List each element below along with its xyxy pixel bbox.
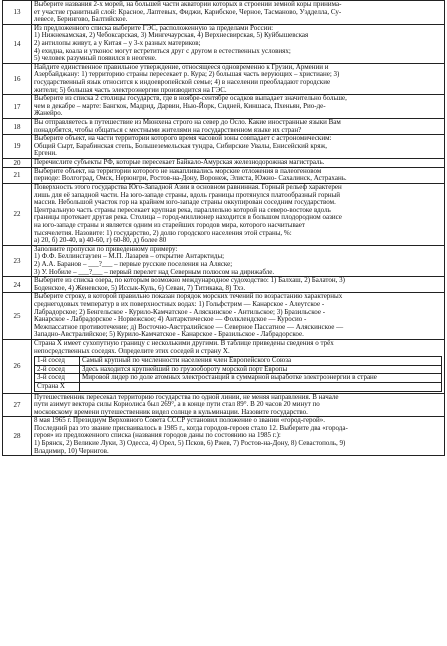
neighbor-description: Здесь находится крупнейший по грузообороту морской порт Европы xyxy=(80,365,442,374)
neighbor-key: 2-й сосед xyxy=(35,365,80,374)
question-row xyxy=(3,95,445,119)
question-line: массив. Небольшой участок гор на крайнем юго-западе страны оккупирован соседним государством. xyxy=(34,198,336,207)
question-number: 13 xyxy=(3,1,32,25)
question-text xyxy=(32,167,445,183)
question-number: 19 xyxy=(3,135,32,159)
question-line: Жанейро. xyxy=(34,109,63,118)
question-line: Выберите из списка озера, по которым возможно международное судоходство: 1) Балхаш, 2) Балатон, 3) xyxy=(34,276,345,285)
question-intro-line: Страна Х имеет сухопутную границу с несколькими другими. В таблице приведены сведения о трёх xyxy=(34,338,334,347)
neighbor-key: 1-й сосед xyxy=(35,357,80,366)
question-row xyxy=(3,118,445,134)
question-text xyxy=(32,245,445,276)
neighbors-row xyxy=(35,374,442,383)
question-line: Центральную часть страны пересекает крупная река, параллельно которой на северо-востоке вдоль xyxy=(34,205,331,214)
question-row xyxy=(3,417,445,456)
question-text xyxy=(32,1,445,25)
question-line: пути азимут вектора силы Кориолиса был 269°, а в конце пути стал 89°. В 20 часов 20 минут по xyxy=(34,400,320,409)
neighbors-table xyxy=(34,356,442,391)
question-row xyxy=(3,277,445,293)
question-line: Заполните пропуски по приведенному примеру: xyxy=(34,244,178,253)
question-line: Из предложенного списка выберите ГЭС, расположенную за пределами России: xyxy=(34,23,274,32)
question-number: 17 xyxy=(3,95,32,119)
question-row xyxy=(3,63,445,94)
question-line: Общий Сырт, Барабинская степь, Большеземельская тундра, Сибирские Увалы, Енисейский кряж, xyxy=(34,141,328,150)
question-line: Выберите объект, на части территории которого время часовой зоны совпадает с астрономическим: xyxy=(34,134,332,143)
question-text xyxy=(32,339,445,393)
question-number: 28 xyxy=(3,417,32,456)
question-number: 14 xyxy=(3,24,32,63)
question-line: понадобятся, чтобы общаться с местными жителями на государственном языке их стран? xyxy=(34,125,302,134)
question-text xyxy=(32,184,445,246)
neighbor-description: Самый крупный по численности населения член Европейского Союза xyxy=(80,357,442,366)
question-line: Западно-Австралийское; 5) Курило-Камчатское - Канарское - Бразильское - Лабрадорское. xyxy=(34,330,304,339)
question-line: на юго-западе страны и является одним из старейших городов мира, которого насчитывает xyxy=(34,221,305,230)
question-text xyxy=(32,118,445,134)
question-line: Азербайджану: 1) территорию страны пересекает р. Кура; 2) большая часть верующих – христиане; 3) xyxy=(34,70,340,79)
neighbor-description: Мировой лидер по доле атомных электростанций в суммарной выработке электроэнергии в стране xyxy=(80,374,442,383)
question-row xyxy=(3,339,445,393)
question-line: жители; 5) большая часть электроэнергии производится на ГЭС. xyxy=(34,85,227,94)
question-line: а) 20, б) 20-40, в) 40-60, г) 60-80, д) более 80 xyxy=(34,236,167,245)
question-number: 22 xyxy=(3,184,32,246)
questions-table xyxy=(2,0,445,456)
question-text xyxy=(32,417,445,456)
question-text xyxy=(32,277,445,293)
question-line: ет участие гранитный слой: Красное, Лаптевых, Фиджи, Карибское, Черное, Тасманово, Уэдделла, Су- xyxy=(34,7,342,16)
question-line: Найдите единственное правильное утверждение, относящееся одновременно к Грузии, Армении и xyxy=(34,62,329,71)
question-line: Владимир, 10) Чернигов. xyxy=(34,446,109,455)
question-text xyxy=(32,135,445,159)
question-line: Выберите строку, в которой правильно показан порядок морских течений по возрастанию характерных xyxy=(34,292,343,301)
question-line: 1) Брянск, 2) Великие Луки, 3) Одесса, 4) Орел, 5) Псков, 6) Ржев, 7) Ростов-на-Дону, 8) Севастополь, 9) xyxy=(34,439,346,448)
question-text xyxy=(32,393,445,417)
question-text xyxy=(32,24,445,63)
question-number: 26 xyxy=(3,339,32,393)
question-text xyxy=(32,95,445,119)
neighbors-row xyxy=(35,357,442,366)
question-text xyxy=(32,63,445,94)
question-intro-line: непосредственных соседях. Определите этих соседей и страну Х. xyxy=(34,346,230,355)
question-row xyxy=(3,293,445,340)
question-line: московскому времени путешественник видел солнце в кульминации. Назовите государство. xyxy=(34,407,308,416)
question-line: границы протекает другая река. Столица – город-миллионер находится в большом плодородном оазисе xyxy=(34,213,342,222)
neighbor-key: 3-й сосед xyxy=(35,374,80,383)
question-text xyxy=(32,293,445,340)
question-line: Ергени. xyxy=(34,149,57,158)
question-number: 23 xyxy=(3,245,32,276)
neighbor-description xyxy=(80,382,442,391)
question-line: 2) А.А. Баранов – ___?___ – первые русские поселения на Аляске; xyxy=(34,260,233,268)
question-line: Выберите объект, на территории которого не накапливались морские отложения в палеогеновом xyxy=(34,166,322,175)
question-line: 1) Ф.Ф. Беллинсгаузен – М.П. Лазарев – открытие Антарктиды; xyxy=(34,252,225,261)
question-line: тысячелетия. Назовите: 1) государство, 2) долю городского населения этой страны, %: xyxy=(34,228,292,237)
question-line: среднегодовых температур в их поверхностных водах: 1) Гольфстрим — Канарское - Алеутское - xyxy=(34,299,325,308)
neighbors-row xyxy=(35,382,442,391)
question-line: Лабрадорское; 2) Бенгельское - Курило-Камчатское - Аляскинское - Антильское; 3) Бразильское - xyxy=(34,307,326,316)
question-line: 1) Нижнекамская, 2) Чебоксарская, 3) Мингечаурская, 4) Верхнесвирская, 5) Куйбышевская xyxy=(34,31,309,40)
question-line: чем в декабре – марте: Бангкок, Мадрид, Дарвин, Нью-Йорк, Сидней, Киншаса, Пхеньян, Рио-де- xyxy=(34,101,326,110)
question-line: Перечислите субъекты РФ, которые пересекает Байкало-Амурская железнодорожная магистраль. xyxy=(34,157,325,166)
question-number: 20 xyxy=(3,158,32,167)
question-line: Поверхность этого государства Юго-Западной Азии в основном равнинная. Горный рельеф характерен xyxy=(34,183,342,192)
question-row xyxy=(3,184,445,246)
question-line: Боденское, 4) Женевское, 5) Иссык-Куль, 6) Севан, 7) Титикака, 8) Тхэ. xyxy=(34,283,246,292)
question-row xyxy=(3,245,445,276)
question-number: 25 xyxy=(3,293,32,340)
question-line: лишь для её западной части. На юго-западе страны, вдоль границы протянулся платообразный горный xyxy=(34,190,341,199)
question-line: государственный язык относится к индоевропейской семье; 4) в населении преобладают городские xyxy=(34,77,331,86)
question-line: Выберите названия 2-х морей, на большей части акватории которых в строении земной коры принима- xyxy=(34,0,342,8)
question-row xyxy=(3,167,445,183)
neighbor-key: Страна Х xyxy=(35,382,80,391)
question-line: 4) ехидна, коала и утконос могут встретиться друг с другом в естественных условиях; xyxy=(34,46,291,55)
question-number: 18 xyxy=(3,118,32,134)
question-line: Последний раз это звание присваивалось в 1985 г., когда городов-героев стало 12. Выберите два «города- xyxy=(34,423,348,432)
question-line: Канарское - Лабрадорское - Норвежское; 4) Антарктическое — Фолклендское — Куросио - xyxy=(34,315,307,324)
question-line: 5) человек разумный появился в неогене. xyxy=(34,54,157,63)
question-line: 2) антилопы живут, а у Китая – у 3-х разных материков; xyxy=(34,38,201,47)
question-line: 8 мая 1965 г. Президиум Верховного Совета СССР установил положение о звании «город-герой». xyxy=(34,416,326,425)
question-number: 21 xyxy=(3,167,32,183)
question-number: 27 xyxy=(3,393,32,417)
question-line: 3) У. Нобиле – ___?___ – первый перелет над Северным полюсом на дирижабле. xyxy=(34,267,275,276)
question-line: Вы отправляетесь в путешествие из Мюнхена строго на север до Осло. Какие иностранные языки Вам xyxy=(34,117,341,126)
question-line: левесе, Берингово, Балтийское. xyxy=(34,15,128,24)
question-line: героя» из предложенного списка (названия городов даны по состоянию на 1985 г.): xyxy=(34,431,281,440)
question-line: Выберите из списка 2 столицы государств, где в ноябре-сентябре осадков выпадает значительно больше, xyxy=(34,94,347,103)
question-line: Межпассатное противотечение; д) Восточно-Австралийское — Северное Пассатное — Аляскинское — xyxy=(34,322,344,331)
question-number: 24 xyxy=(3,277,32,293)
question-row xyxy=(3,1,445,25)
question-row xyxy=(3,393,445,417)
question-number: 16 xyxy=(3,63,32,94)
question-line: периоде: Волгоград, Омск, Нерюнгри, Ростов-на-Дону, Воронеж, Элиста, Южно- Сахалинск, Астрахань. xyxy=(34,174,347,183)
question-row xyxy=(3,135,445,159)
question-row xyxy=(3,24,445,63)
question-line: Путешественник пересекал территорию государства по одной линии, не меняя направления. В начале xyxy=(34,392,339,401)
